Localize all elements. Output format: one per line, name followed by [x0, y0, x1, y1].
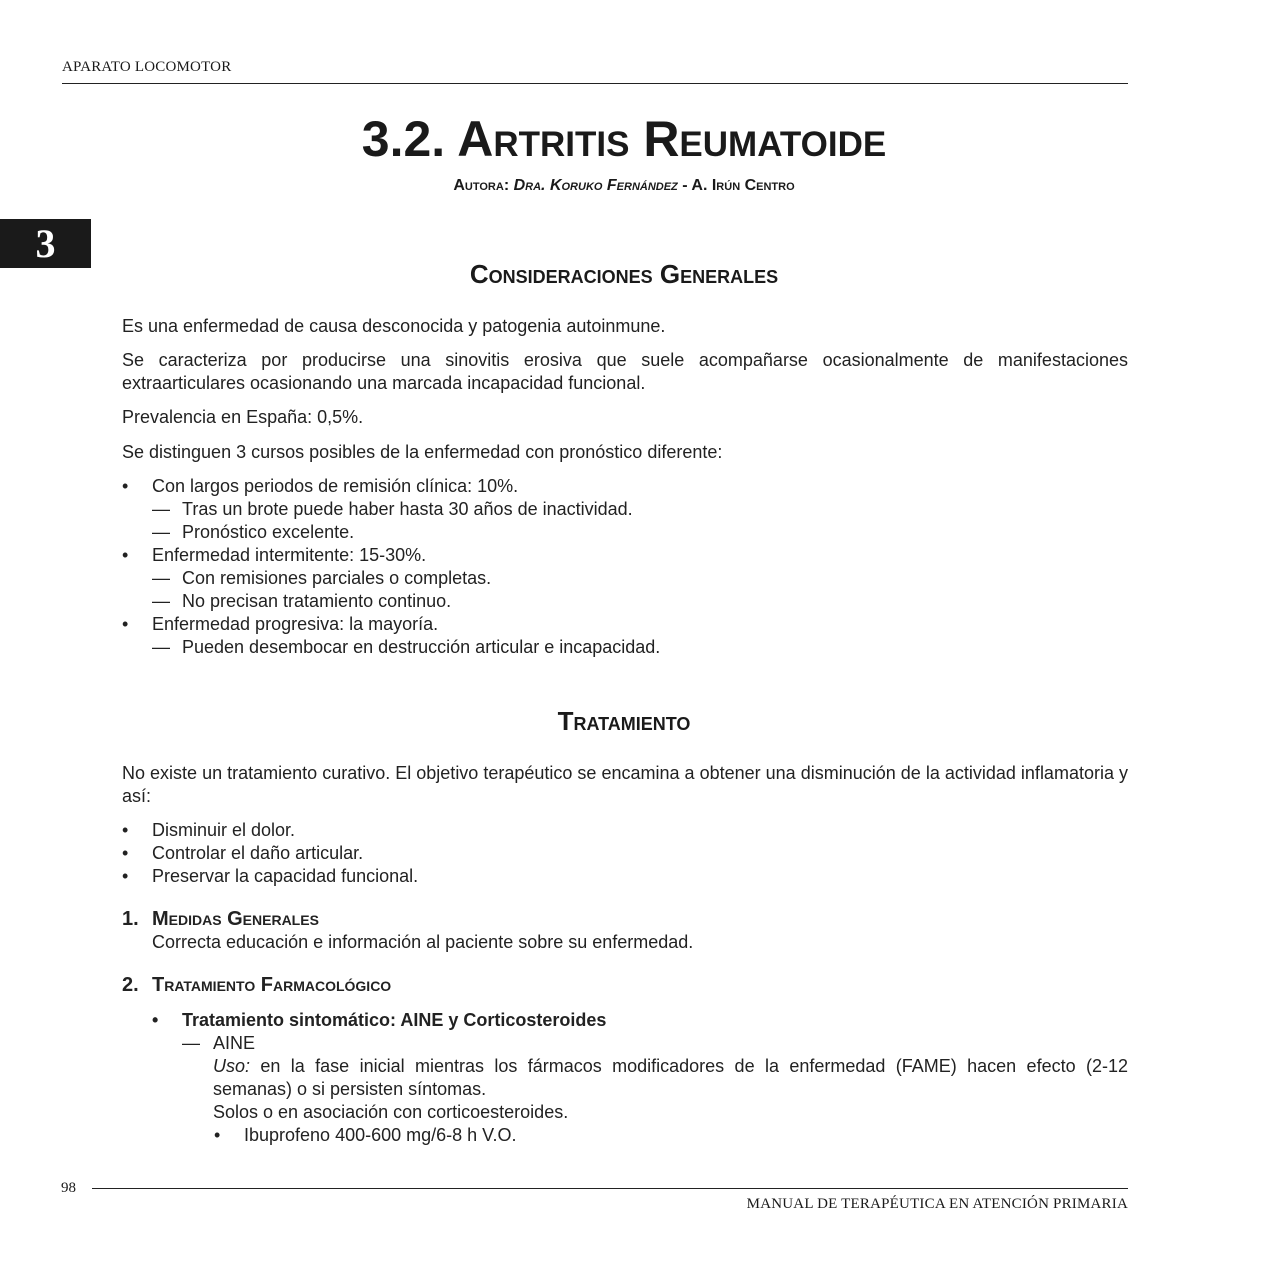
paragraph: Se caracteriza por producirse una sinovitis erosiva que suele acompañarse ocasionalmente de manifestaciones extraarticulares ocasionando una marcada incapacidad funcional. [122, 350, 1128, 393]
dash-icon: — [152, 637, 170, 657]
sub-list-item: — No precisan tratamiento continuo. [152, 591, 452, 611]
bullet-icon: • [214, 1125, 221, 1145]
author-line [0, 177, 1248, 195]
paragraph: Es una enfermedad de causa desconocida y patogenia autoinmune. [122, 316, 666, 336]
sub-list-item: — AINE [182, 1033, 256, 1053]
author-name: Dra. Koruko Fernández [513, 177, 678, 194]
list-item: • Enfermedad progresiva: la mayoría. [122, 614, 439, 634]
bullet-icon: • [122, 820, 129, 840]
list-item: • Ibuprofeno 400-600 mg/6-8 h V.O. [214, 1125, 517, 1145]
dash-icon: — [152, 591, 170, 611]
dash-icon: — [182, 1033, 200, 1053]
author-prefix: Autora: [453, 177, 510, 194]
page-number: 98 [61, 1180, 76, 1196]
bullet-icon: • [152, 1010, 159, 1030]
numbered-heading: 2. Tratamiento Farmacológico [122, 974, 392, 996]
paragraph: Se distinguen 3 cursos posibles de la enfermedad con pronóstico diferente: [122, 442, 723, 462]
paragraph: Correcta educación e información al paciente sobre su enfermedad. [152, 932, 694, 952]
dash-icon: — [152, 499, 170, 519]
sub-list-item: — Pueden desembocar en destrucción articular e incapacidad. [152, 637, 661, 657]
chapter-tab: 3 [0, 219, 91, 268]
goal-list [122, 819, 1128, 888]
numbered-heading: 1. Medidas Generales [122, 908, 319, 930]
bullet-icon: • [122, 843, 129, 863]
running-head: APARATO LOCOMOTOR [62, 59, 232, 75]
course-list [122, 475, 1128, 659]
bullet-icon: • [122, 866, 129, 886]
author-affiliation: - A. Irún Centro [682, 177, 795, 194]
dash-icon: — [152, 568, 170, 588]
page-title: 3.2. Artritis Reumatoide [361, 111, 887, 167]
section-body-tratamiento [122, 762, 1128, 1147]
list-item: • Tratamiento sintomático: AINE y Corticosteroides [152, 1010, 607, 1030]
list-item: • Controlar el daño articular. [122, 843, 364, 863]
footer-rule [92, 1188, 1128, 1189]
footer-title: MANUAL DE TERAPÉUTICA EN ATENCIÓN PRIMARIA [746, 1196, 1128, 1212]
section-title-tratamiento: Tratamiento [557, 706, 691, 736]
bullet-icon: • [122, 476, 129, 496]
dash-icon: — [152, 522, 170, 542]
paragraph: No existe un tratamiento curativo. El objetivo terapéutico se encamina a obtener una disminución de la actividad inflamatoria y así: [122, 763, 1128, 806]
paragraph: Prevalencia en España: 0,5%. [122, 407, 364, 427]
sub-list-item: — Con remisiones parciales o completas. [152, 568, 492, 588]
paragraph: Solos o en asociación con corticoesteroides. [213, 1102, 569, 1122]
list-item: • Con largos periodos de remisión clínica: 10%. [122, 476, 519, 496]
list-item: • Disminuir el dolor. [122, 820, 296, 840]
sub-list-item: — Tras un brote puede haber hasta 30 años de inactividad. [152, 499, 633, 519]
section-title-consideraciones: Consideraciones Generales [469, 259, 779, 289]
bullet-icon: • [122, 614, 129, 634]
list-item: • Enfermedad intermitente: 15-30%. [122, 545, 427, 565]
list-item: • Preservar la capacidad funcional. [122, 866, 419, 886]
sub-list-item: — Pronóstico excelente. [152, 522, 355, 542]
section-body-consideraciones [122, 315, 1128, 659]
bullet-icon: • [122, 545, 129, 565]
paragraph: Uso: en la fase inicial mientras los fármacos modificadores de la enfermedad (FAME) hacen efecto (2-12 semanas) o si persisten síntomas. [213, 1056, 1128, 1099]
header-rule [62, 83, 1128, 84]
